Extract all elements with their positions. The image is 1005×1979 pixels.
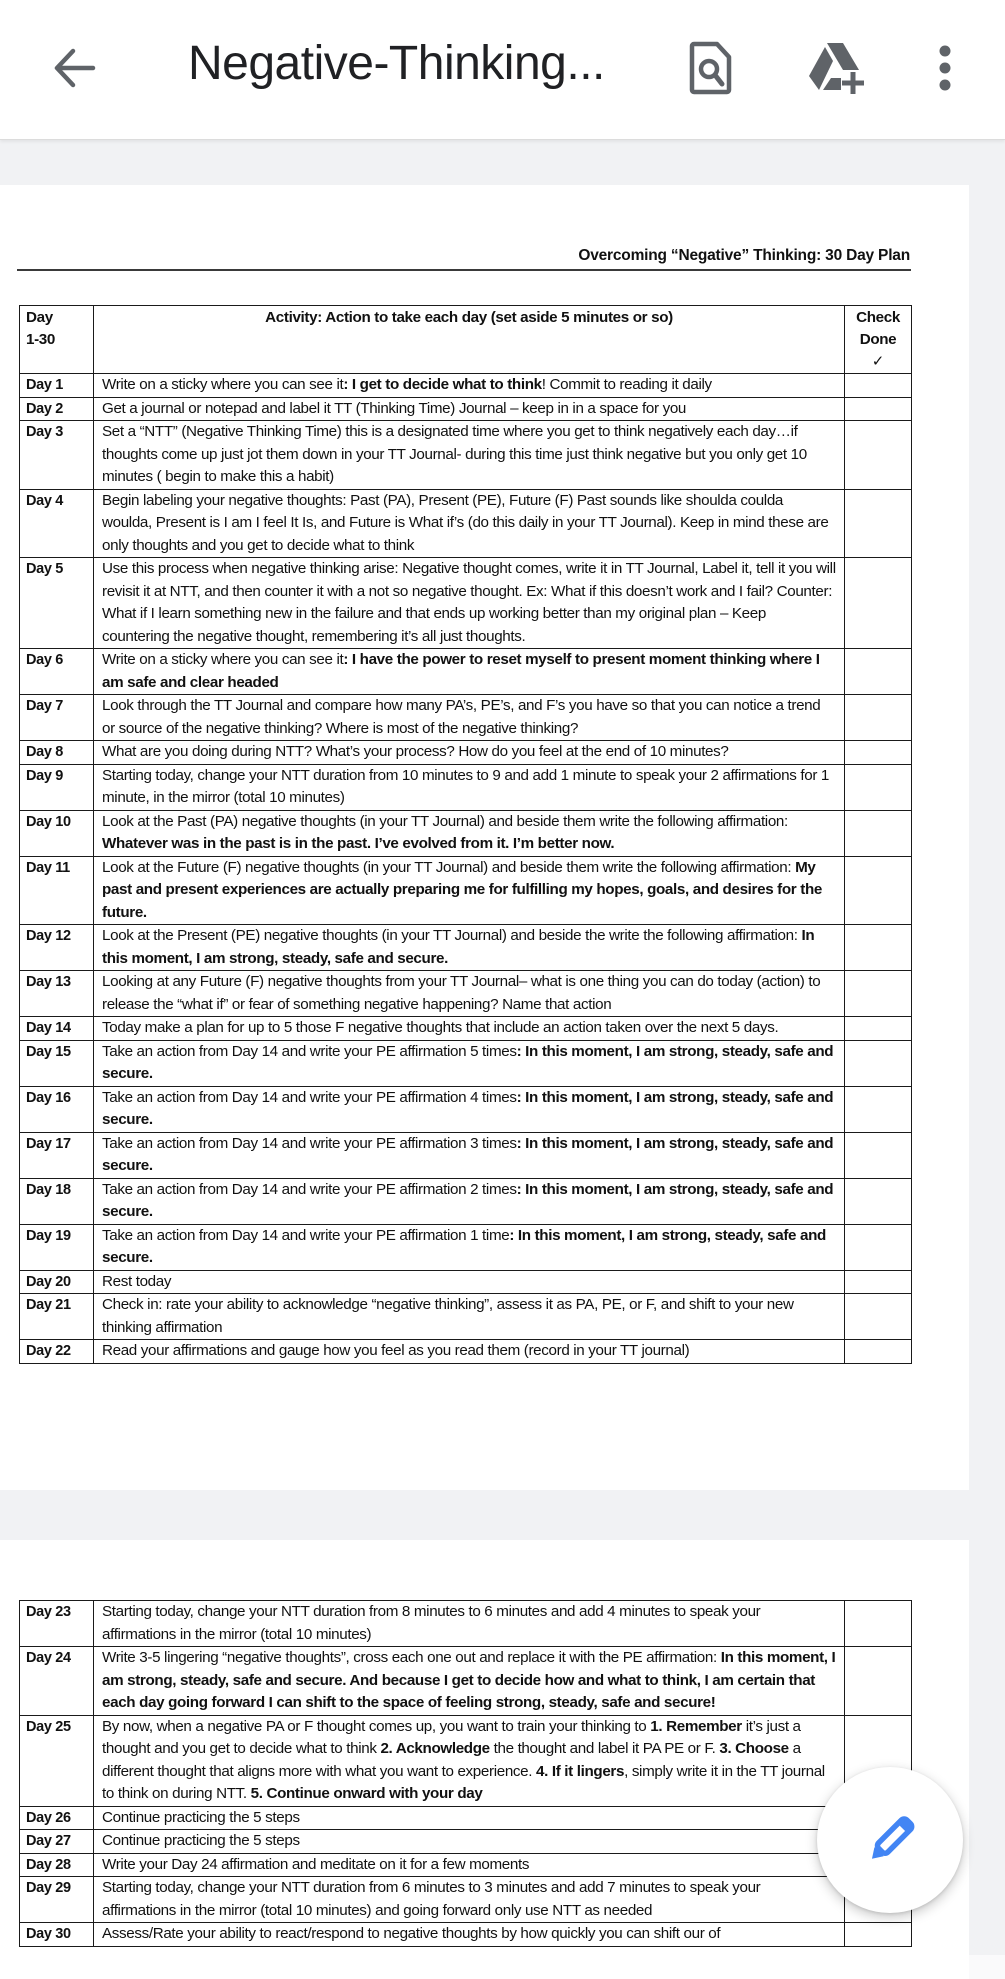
activity-cell [94,1923,845,1947]
table-row [20,1294,912,1340]
activity-cell [94,1340,845,1364]
day-cell: Day 12 [20,925,94,971]
activity-text: ! Commit to reading it daily [541,376,712,393]
check-done-cell[interactable] [845,1601,912,1647]
day-cell: Day 24 [20,1647,94,1716]
table-row [20,489,912,558]
day-cell: Day 6 [20,649,94,695]
activity-text: Take an action from Day 14 and write your PE affirmation 5 times [102,1042,517,1060]
activity-text: Look through the TT Journal and compare how many PA’s, PE’s, and F’s you have so that you can notice a trend or source of the negative thinking? Where is most of the negative thinking? [102,697,821,737]
day-cell: Day 15 [20,1040,94,1086]
check-done-cell[interactable] [845,649,912,695]
check-done-cell[interactable] [845,558,912,649]
activity-cell [94,1601,845,1647]
activity-text: Use this process when negative thinking arise: Negative thought comes, write it in TT Journal, Label it, tell it you will revisit it at NTT, and then counter it with a not so negative thought. Ex: What if this doesn’t work and I fail? Counter: What if I learn something new in the failure and that ends up working better than my original plan – Keep countering the negative thought, remembering it’s all just thoughts. [102,560,836,645]
day-cell: Day 8 [20,741,94,765]
check-done-cell[interactable] [845,1294,912,1340]
day-cell: Day 28 [20,1853,94,1877]
day-cell: Day 25 [20,1715,94,1806]
activity-text: Write 3-5 lingering “negative thoughts”, cross each one out and replace it with the PE affirmation: [102,1649,721,1666]
day-cell: Day 3 [20,421,94,490]
activity-cell [94,558,845,649]
more-options-button[interactable] [930,40,960,96]
activity-cell [94,856,845,925]
day-cell: Day 29 [20,1877,94,1923]
document-heading: Overcoming “Negative” Thinking: 30 Day Plan [17,245,911,271]
activity-text: Continue practicing the 5 steps [102,1808,300,1826]
activity-text: Rest today [102,1272,172,1290]
activity-text: By now, when a negative PA or F thought comes up, you want to train your thinking to [102,1717,651,1735]
activity-text: Write on a sticky where you can see it [102,376,344,393]
activity-text: Looking at any Future (F) negative thoughts from your TT Journal– what is one thing you can do today (action) to release the “what if” or fear of something negative happening? Name that action [102,973,821,1013]
table-row [20,1830,912,1854]
activity-cell [94,374,845,398]
activity-text: What are you doing during NTT? What’s your process? How do you feel at the end of 10 minutes? [102,743,729,760]
activity-cell [94,1017,845,1041]
activity-cell [94,421,845,490]
day-column-header: Day 1-30 [20,306,94,374]
check-done-cell[interactable] [845,397,912,421]
table-row [20,1923,912,1947]
plan-table-page-1 [19,305,912,1364]
activity-cell [94,1715,845,1806]
activity-cell [94,1647,845,1716]
table-row [20,1340,912,1364]
activity-text: the thought and label it PA PE or F. [489,1740,720,1757]
day-cell: Day 4 [20,489,94,558]
activity-cell [94,1224,845,1270]
activity-text: a different thought that aligns more with what you want to experience. [102,1740,801,1780]
check-column-header: Check Done ✓ [845,306,912,374]
day-cell: Day 18 [20,1178,94,1224]
table-row [20,925,912,971]
day-cell: Day 14 [20,1017,94,1041]
day-cell: Day 7 [20,695,94,741]
activity-cell [94,489,845,558]
activity-cell [94,1830,845,1854]
affirmation-text: : In this moment, I am strong, steady, safe and secure. [102,1180,834,1220]
day-cell: Day 10 [20,810,94,856]
activity-text: , simply write it in the TT journal to think on during NTT. [102,1762,825,1802]
activity-text: Check in: rate your ability to acknowledge “negative thinking”, assess it as PA, PE, or F, and shift to your new thinking affirmation [102,1296,794,1336]
activity-text: Take an action from Day 14 and write your PE affirmation 2 times [102,1180,517,1198]
more-vert-icon [938,45,952,91]
activity-cell [94,1877,845,1923]
table-row [20,810,912,856]
day-cell: Day 9 [20,764,94,810]
activity-cell [94,1294,845,1340]
activity-cell [94,810,845,856]
activity-text: Starting today, change your NTT duration from 10 minutes to 9 and add 1 minute to speak your 2 affirmations for 1 minute, in the mirror (total 10 minutes) [102,766,829,806]
day-cell: Day 2 [20,397,94,421]
table-row [20,1086,912,1132]
activity-text: Look at the Future (F) negative thoughts (in your TT Journal) and beside them write the following affirmation: [102,858,796,876]
day-cell: Day 11 [20,856,94,925]
activity-text: Starting today, change your NTT duration from 8 minutes to 6 minutes and add 4 minutes to speak your affirmations in the mirror (total 10 minutes) [102,1603,761,1643]
table-row [20,1040,912,1086]
activity-cell [94,397,845,421]
plan-table-page-2 [19,1600,912,1947]
day-cell: Day 26 [20,1806,94,1830]
day-cell: Day 30 [20,1923,94,1947]
table-row [20,558,912,649]
table-row [20,1178,912,1224]
affirmation-text: 2. Acknowledge [380,1740,490,1757]
add-to-drive-button[interactable] [805,38,867,98]
check-done-cell[interactable] [845,1647,912,1716]
day-cell: Day 22 [20,1340,94,1364]
table-row [20,1853,912,1877]
table-body-page-2 [20,1601,912,1947]
affirmation-text: Whatever was in the past is in the past. I’ve evolved from it. I’m better now. [102,835,615,852]
document-page-1 [0,185,969,1490]
edit-pencil-icon [862,1812,918,1868]
table-row [20,1806,912,1830]
arrow-back-icon [51,45,97,91]
check-done-cell[interactable] [845,1340,912,1364]
check-done-cell[interactable] [845,971,912,1017]
table-row [20,741,912,765]
activity-text: Set a “NTT” (Negative Thinking Time) this is a designated time where you get to think negatively each day…if thoughts come up just jot them down in your TT Journal- during this time just think negative but you only get 10 minutes ( begin to make this a habit) [102,423,807,485]
day-cell: Day 20 [20,1270,94,1294]
table-row [20,695,912,741]
activity-cell [94,649,845,695]
activity-text: Look at the Past (PA) negative thoughts (in your TT Journal) and beside them write the following affirmation: [102,812,788,830]
document-search-icon [689,41,733,95]
affirmation-text: 3. Choose [719,1740,789,1757]
affirmation-text: 5. Continue onward with your day [250,1785,483,1802]
day-cell: Day 5 [20,558,94,649]
table-header-row [20,306,912,374]
table-row [20,1647,912,1716]
activity-text: Assess/Rate your ability to react/respond to negative thoughts by how quickly you can shift our of [102,1925,721,1942]
affirmation-text: In this moment, I am strong, steady, safe and secure. [102,927,815,967]
activity-text: Starting today, change your NTT duration from 6 minutes to 3 minutes and add 7 minutes to speak your affirmations in the mirror (total 10 minutes) and going forward only use NTT as needed [102,1879,761,1919]
day-cell: Day 27 [20,1830,94,1854]
activity-cell [94,1040,845,1086]
affirmation-text: : In this moment, I am strong, steady, safe and secure. [102,1088,834,1128]
affirmation-text: In this moment, I am strong, steady, safe and secure. And because I get to decide how and what to think, I am certain that each day going forward I can shift to the space of feeling strong, steady, safe and secure! [102,1649,836,1711]
table-row [20,1601,912,1647]
document-page-2 [0,1540,969,1979]
affirmation-text: My past and present experiences are actually preparing me for fulfilling my hopes, goals, and desires for the future. [102,858,822,921]
table-row [20,856,912,925]
check-done-cell[interactable] [845,421,912,490]
preview-button[interactable] [683,38,739,98]
activity-cell [94,925,845,971]
activity-cell [94,764,845,810]
check-done-cell[interactable] [845,1132,912,1178]
activity-text: Read your affirmations and gauge how you feel as you read them (record in your TT journal) [102,1342,690,1359]
activity-cell [94,1853,845,1877]
activity-text: Take an action from Day 14 and write your PE affirmation 1 time [102,1226,510,1244]
affirmation-text: 1. Remember [650,1717,742,1735]
table-row [20,421,912,490]
day-cell: Day 19 [20,1224,94,1270]
activity-cell [94,695,845,741]
activity-cell [94,1086,845,1132]
add-to-drive-icon [805,40,867,96]
check-done-cell[interactable] [845,489,912,558]
day-cell: Day 16 [20,1086,94,1132]
affirmation-text: : In this moment, I am strong, steady, safe and secure. [102,1134,834,1174]
check-done-cell[interactable] [845,1270,912,1294]
activity-cell [94,971,845,1017]
day-cell: Day 13 [20,971,94,1017]
check-done-cell[interactable] [845,1224,912,1270]
check-done-cell[interactable] [845,856,912,925]
day-cell: Day 23 [20,1601,94,1647]
check-done-cell[interactable] [845,1923,912,1947]
viewer-background [969,140,1005,1979]
activity-text: Today make a plan for up to 5 those F negative thoughts that include an action taken over the next 5 days. [102,1019,779,1036]
check-done-cell[interactable] [845,1178,912,1224]
document-title: Negative-Thinking... [188,37,605,90]
activity-text: Continue practicing the 5 steps [102,1832,300,1849]
check-done-cell[interactable] [845,1017,912,1041]
check-done-cell[interactable] [845,925,912,971]
back-button[interactable] [44,40,104,96]
check-done-cell[interactable] [845,741,912,765]
activity-text: it’s just a thought and you get to decide what to think [102,1717,801,1757]
activity-cell [94,1132,845,1178]
activity-cell [94,1806,845,1830]
check-done-cell[interactable] [845,374,912,398]
check-done-cell[interactable] [845,764,912,810]
activity-text: Write on a sticky where you can see it [102,651,344,668]
day-cell: Day 21 [20,1294,94,1340]
check-done-cell[interactable] [845,695,912,741]
activity-column-header: Activity: Action to take each day (set aside 5 minutes or so) [94,306,845,374]
app-bar [0,0,1005,140]
affirmation-text: : In this moment, I am strong, steady, safe and secure. [102,1226,826,1266]
checkmark-icon: ✓ [871,353,885,370]
table-row [20,397,912,421]
activity-text: Get a journal or notepad and label it TT (Thinking Time) Journal – keep in in a space for you [102,399,687,417]
table-row [20,1877,912,1923]
activity-text: Take an action from Day 14 and write your PE affirmation 4 times [102,1088,517,1106]
affirmation-text: 4. If it lingers [536,1762,625,1780]
table-row [20,1132,912,1178]
affirmation-text: : I get to decide what to think [343,376,542,393]
table-body-page-1 [20,374,912,1364]
table-row [20,649,912,695]
table-row [20,971,912,1017]
edit-fab-button[interactable] [817,1767,963,1913]
affirmation-text: : In this moment, I am strong, steady, safe and secure. [102,1042,834,1082]
table-row [20,764,912,810]
activity-text: Write your Day 24 affirmation and meditate on it for a few moments [102,1855,530,1873]
day-cell: Day 1 [20,374,94,398]
activity-text: Look at the Present (PE) negative thoughts (in your TT Journal) and beside the write the following affirmation: [102,927,802,944]
activity-text: Begin labeling your negative thoughts: Past (PA), Present (PE), Future (F) Past sounds like shoulda coulda woulda, Present is I am I feel It Is, and Future is What if’s (do this daily in your TT Journal). Keep in mind these are only thoughts and you get to decide what to think [102,491,829,554]
activity-cell [94,741,845,765]
day-cell: Day 17 [20,1132,94,1178]
activity-cell [94,1270,845,1294]
check-done-cell[interactable] [845,1040,912,1086]
affirmation-text: : I have the power to reset myself to present moment thinking where I am safe and clear headed [102,651,820,691]
table-row [20,374,912,398]
table-row [20,1017,912,1041]
activity-cell [94,1178,845,1224]
table-row [20,1715,912,1806]
check-done-cell[interactable] [845,1086,912,1132]
table-row [20,1270,912,1294]
bottom-fade [0,1955,1005,1979]
activity-text: Take an action from Day 14 and write your PE affirmation 3 times [102,1134,517,1152]
table-row [20,1224,912,1270]
check-done-cell[interactable] [845,810,912,856]
